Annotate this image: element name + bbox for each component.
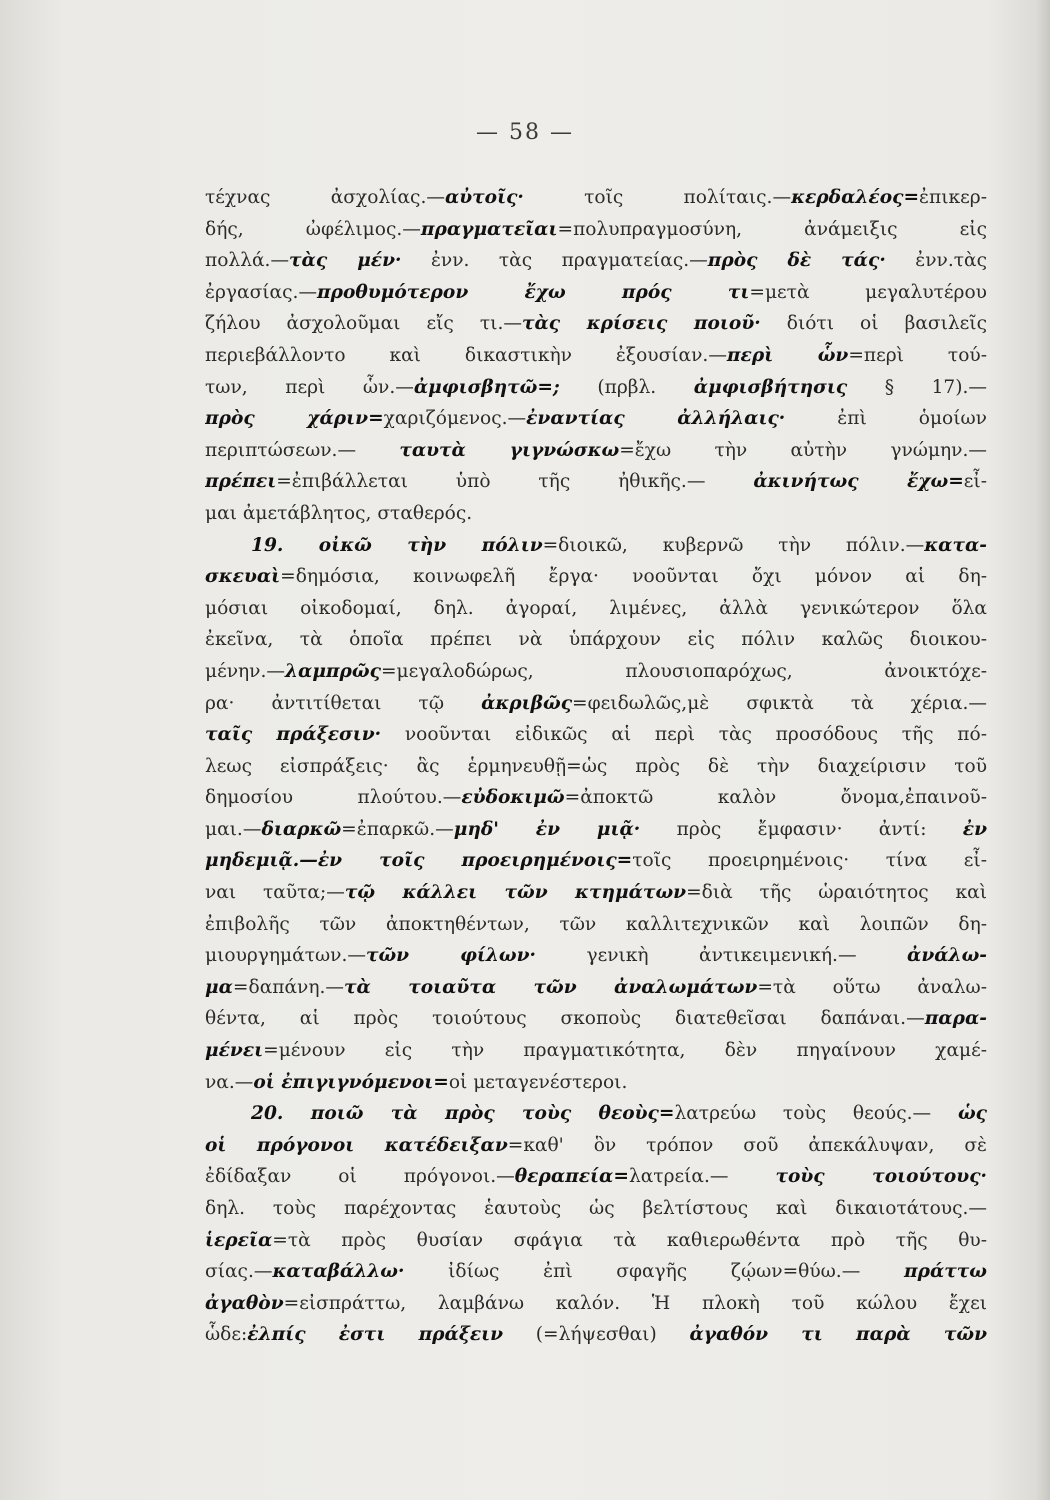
text-run: δημοσίου πλούτου.—: [205, 787, 462, 809]
bold-term: τὰς μέν·: [289, 250, 402, 272]
text-run: =μεγαλοδώρως, πλουσιοπαρόχως, ἀνοικτόχε-: [380, 660, 987, 682]
text-run: τοῖς πολίταις.—: [523, 187, 792, 208]
text-run: =ἔχω τὴν αὐτὴν γνώμην.—: [619, 439, 987, 461]
text-line: [205, 466, 987, 498]
text-line: [205, 1193, 987, 1225]
text-run: δηλ. τοὺς παρέχοντας ἑαυτοὺς ὡς βελτίστους καὶ δικαιοτάτους.—: [205, 1198, 987, 1219]
text-line: [205, 530, 987, 562]
bold-term: ἀμφισβήτησις: [693, 376, 848, 398]
bold-term: μα: [205, 976, 233, 998]
text-run: μιουργημάτων.—: [205, 945, 366, 967]
text-line: [205, 1098, 987, 1130]
text-line: [205, 1319, 987, 1351]
text-run: =δημόσια, κοινωφελῆ ἔργα· νοοῦνται ὄχι μόνον αἱ δη-: [280, 566, 987, 588]
bold-term: παρα-: [924, 1008, 987, 1030]
text-run: τέχνας ἀσχολίας.—: [205, 187, 445, 208]
bold-term: θεραπεία=: [514, 1166, 629, 1188]
text-line: [205, 1225, 987, 1257]
bold-term: τῶν φίλων·: [365, 945, 537, 967]
text-run: λατρεία.—: [628, 1166, 776, 1188]
text-run: =τὰ οὕτω ἀναλω-: [757, 976, 987, 998]
bold-term: κερδαλέος=: [791, 187, 920, 208]
text-run: μόσιαι οἰκοδομαί, δηλ. ἀγοραί, λιμένες, ἀλλὰ γενικώτερον ὅλα: [205, 597, 987, 619]
text-line: [205, 1288, 987, 1320]
text-run: να.—: [205, 1071, 254, 1093]
text-run: ἐδίδαξαν οἱ πρόγονοι.—: [205, 1166, 515, 1188]
bold-term: πρὸς χάριν=: [205, 408, 384, 430]
text-line: [205, 372, 987, 404]
text-run: =διοικῶ, κυβερνῶ τὴν πόλιν.—: [542, 534, 925, 556]
text-run: διότι οἱ βασιλεῖς: [760, 313, 987, 335]
text-run: ἐκεῖνα, τὰ ὁποῖα πρέπει νὰ ὑπάρχουν εἰς πόλιν καλῶς διοικου-: [205, 629, 987, 651]
bold-term: ὡς: [957, 1103, 987, 1125]
text-run: ὧδε:: [205, 1324, 248, 1346]
text-run: εἶ-: [963, 471, 987, 493]
text-run: των, περὶ ὧν.—: [205, 376, 414, 398]
bold-term: ἐν: [962, 818, 987, 840]
text-run: =πολυπραγμοσύνη, ἀνάμειξις εἰς: [557, 218, 987, 240]
text-line: [205, 751, 987, 783]
bold-term: ἀγαθόν τι παρὰ τῶν: [689, 1324, 987, 1346]
bold-term: μένει: [205, 1040, 264, 1062]
text-run: =ἐπαρκῶ.—: [341, 818, 454, 840]
text-line: [205, 182, 987, 214]
bold-term: σκευαὶ: [205, 566, 281, 588]
bold-term: λαμπρῶς: [284, 660, 381, 682]
text-run: ἰδίως ἐπὶ σφαγῆς ζῴων=θύω.—: [404, 1261, 904, 1283]
bold-term: ἀκινήτως ἔχω=: [753, 471, 964, 493]
text-run: =περὶ τού-: [848, 344, 987, 366]
text-run: ἐπικερ-: [919, 187, 987, 208]
text-run: λεως εἰσπράξεις· ἃς ἑρμηνευθῇ=ὡς πρὸς δὲ τὴν διαχείρισιν τοῦ: [205, 755, 987, 777]
text-line: [205, 1067, 987, 1099]
bold-term: ταῖς πράξεσιν·: [205, 724, 382, 746]
text-run: ἐνν. τὰς πραγματείας.—: [401, 250, 708, 272]
bold-term: 19. οἰκῶ τὴν πόλιν: [251, 534, 543, 556]
bold-term: πράττω: [903, 1261, 987, 1283]
bold-term: ταυτὰ γιγνώσκω: [399, 439, 620, 461]
body-text: [205, 182, 987, 1351]
text-line: [205, 214, 987, 246]
bold-term: τῷ κάλλει τῶν κτημάτων: [344, 882, 687, 904]
text-run: σίας.—: [205, 1261, 273, 1283]
page-edge-shadow: [1036, 0, 1050, 1500]
bold-term: μηδ' ἐν μιᾷ·: [453, 818, 641, 840]
text-run: χαριζόμενος.—: [383, 408, 527, 430]
text-run: θέντα, αἱ πρὸς τοιούτους σκοποὺς διατεθεῖσαι δαπάναι.—: [205, 1008, 925, 1030]
text-line: [205, 1256, 987, 1288]
text-run: μένην.—: [205, 660, 285, 682]
text-run: =φειδωλῶς,μὲ σφικτὰ τὰ χέρια.—: [572, 692, 987, 714]
bold-term: τοὺς τοιούτους·: [775, 1166, 987, 1188]
text-run: πολλά.—: [205, 250, 290, 272]
text-line: [205, 561, 987, 593]
bold-term: μηδεμιᾷ.—ἐν τοῖς προειρημένοις=: [205, 850, 633, 872]
bold-term: πρέπει: [205, 471, 277, 493]
text-run: =καθ' ὃν τρόπον σοῦ ἀπεκάλυψαν, σὲ: [507, 1134, 987, 1156]
bold-term: ἀνάλω-: [907, 945, 987, 967]
text-line: [205, 435, 987, 467]
text-line: [205, 909, 987, 941]
bold-term: ἀγαθὸν: [205, 1292, 284, 1314]
text-line: [205, 340, 987, 372]
text-run: πρὸς ἔμφασιν· ἀντί:: [640, 818, 963, 840]
text-run: περιπτώσεων.—: [205, 439, 400, 461]
bold-term: πραγματεῖαι: [420, 218, 558, 240]
text-line: [205, 940, 987, 972]
bold-term: ἀμφισβητῶ=;: [413, 376, 560, 398]
text-run: δής, ὠφέλιμος.—: [205, 218, 421, 240]
bold-term: εὐδοκιμῶ: [461, 787, 565, 809]
text-run: =διὰ τῆς ὡραιότητος καὶ: [686, 882, 987, 904]
text-line: [205, 498, 987, 530]
page-number: — 58 —: [476, 120, 574, 145]
bold-term: αὐτοῖς·: [444, 187, 524, 208]
bold-term: πρὸς δὲ τάς·: [707, 250, 886, 272]
bold-term: ἐλπίς ἐστι πράξειν: [247, 1324, 504, 1346]
text-line: [205, 656, 987, 688]
text-line: [205, 877, 987, 909]
text-run: =εἰσπράττω, λαμβάνω καλόν. Ἡ πλοκὴ τοῦ κώλου ἔχει: [283, 1292, 987, 1314]
text-run: § 17).—: [847, 376, 987, 398]
text-line: [205, 972, 987, 1004]
text-line: [205, 1130, 987, 1162]
text-run: =τὰ πρὸς θυσίαν σφάγια τὰ καθιερωθέντα πρὸ τῆς θυ-: [272, 1229, 987, 1251]
text-run: ρα· ἀντιτίθεται τῷ: [205, 692, 482, 714]
text-line: [205, 624, 987, 656]
text-run: γενικὴ ἀντικειμενική.—: [536, 945, 908, 967]
bold-term: ἱερεῖα: [205, 1229, 273, 1251]
text-run: τοῖς προειρημένοις· τίνα εἶ-: [632, 850, 987, 872]
text-run: (πρβλ.: [559, 376, 694, 398]
bold-term: τὰ τοιαῦτα τῶν ἀναλωμάτων: [343, 976, 758, 998]
text-line: [205, 1035, 987, 1067]
text-run: μαι ἀμετάβλητος, σταθερός.: [205, 502, 473, 524]
text-run: =δαπάνη.—: [232, 976, 344, 998]
text-run: περιεβάλλοντο καὶ δικαστικὴν ἐξουσίαν.—: [205, 344, 727, 366]
bold-term: προθυμότερον ἔχω πρός τι: [317, 281, 750, 303]
text-run: ἐπὶ ὁμοίων: [785, 408, 987, 430]
text-line: [205, 308, 987, 340]
text-run: μαι.—: [205, 818, 262, 840]
text-run: =ἐπιβάλλεται ὑπὸ τῆς ἠθικῆς.—: [276, 471, 754, 493]
text-line: [205, 277, 987, 309]
text-run: ἐπιβολῆς τῶν ἀποκτηθέντων, τῶν καλλιτεχνικῶν καὶ λοιπῶν δη-: [205, 913, 987, 935]
text-line: [205, 845, 987, 877]
bold-term: οἱ ἐπιγιγνόμενοι=: [253, 1071, 449, 1093]
text-line: [205, 688, 987, 720]
text-run: =ἀποκτῶ καλὸν ὄνομα,ἐπαινοῦ-: [564, 787, 987, 809]
bold-term: ἀκριβῶς: [481, 692, 573, 714]
text-run: νοοῦνται εἰδικῶς αἱ περὶ τὰς προσόδους τῆς πό-: [381, 724, 987, 746]
text-run: ναι ταῦτα;—: [205, 882, 345, 904]
bold-term: τὰς κρίσεις ποιοῦ·: [521, 313, 761, 335]
text-run: ἐνν.τὰς: [885, 250, 987, 272]
text-line: [205, 1161, 987, 1193]
text-line: [205, 403, 987, 435]
text-line: [205, 245, 987, 277]
text-line: [205, 593, 987, 625]
bold-term: καταβάλλω·: [272, 1261, 405, 1283]
text-line: [205, 719, 987, 751]
bold-term: διαρκῶ: [261, 818, 342, 840]
text-run: =μένουν εἰς τὴν πραγματικότητα, δὲν πηγαίνουν χαμέ-: [263, 1040, 987, 1062]
bold-term: περὶ ὧν: [726, 344, 849, 366]
text-run: ζήλου ἀσχολοῦμαι εἴς τι.—: [205, 313, 522, 335]
text-line: [205, 1003, 987, 1035]
text-run: =μετὰ μεγαλυτέρου: [749, 281, 987, 303]
text-line: [205, 782, 987, 814]
bold-term: οἱ πρόγονοι κατέδειξαν: [205, 1134, 508, 1156]
bold-term: ἐναντίας ἀλλήλαις·: [526, 408, 786, 430]
text-line: [205, 814, 987, 846]
bold-term: κατα-: [924, 534, 987, 556]
text-run: οἱ μεταγενέστεροι.: [448, 1071, 628, 1093]
bold-term: 20. ποιῶ τὰ πρὸς τοὺς θεοὺς=: [251, 1103, 675, 1125]
text-run: ἐργασίας.—: [205, 281, 318, 303]
text-run: (=λήψεσθαι): [503, 1324, 690, 1346]
text-run: λατρεύω τοὺς θεούς.—: [674, 1103, 958, 1125]
